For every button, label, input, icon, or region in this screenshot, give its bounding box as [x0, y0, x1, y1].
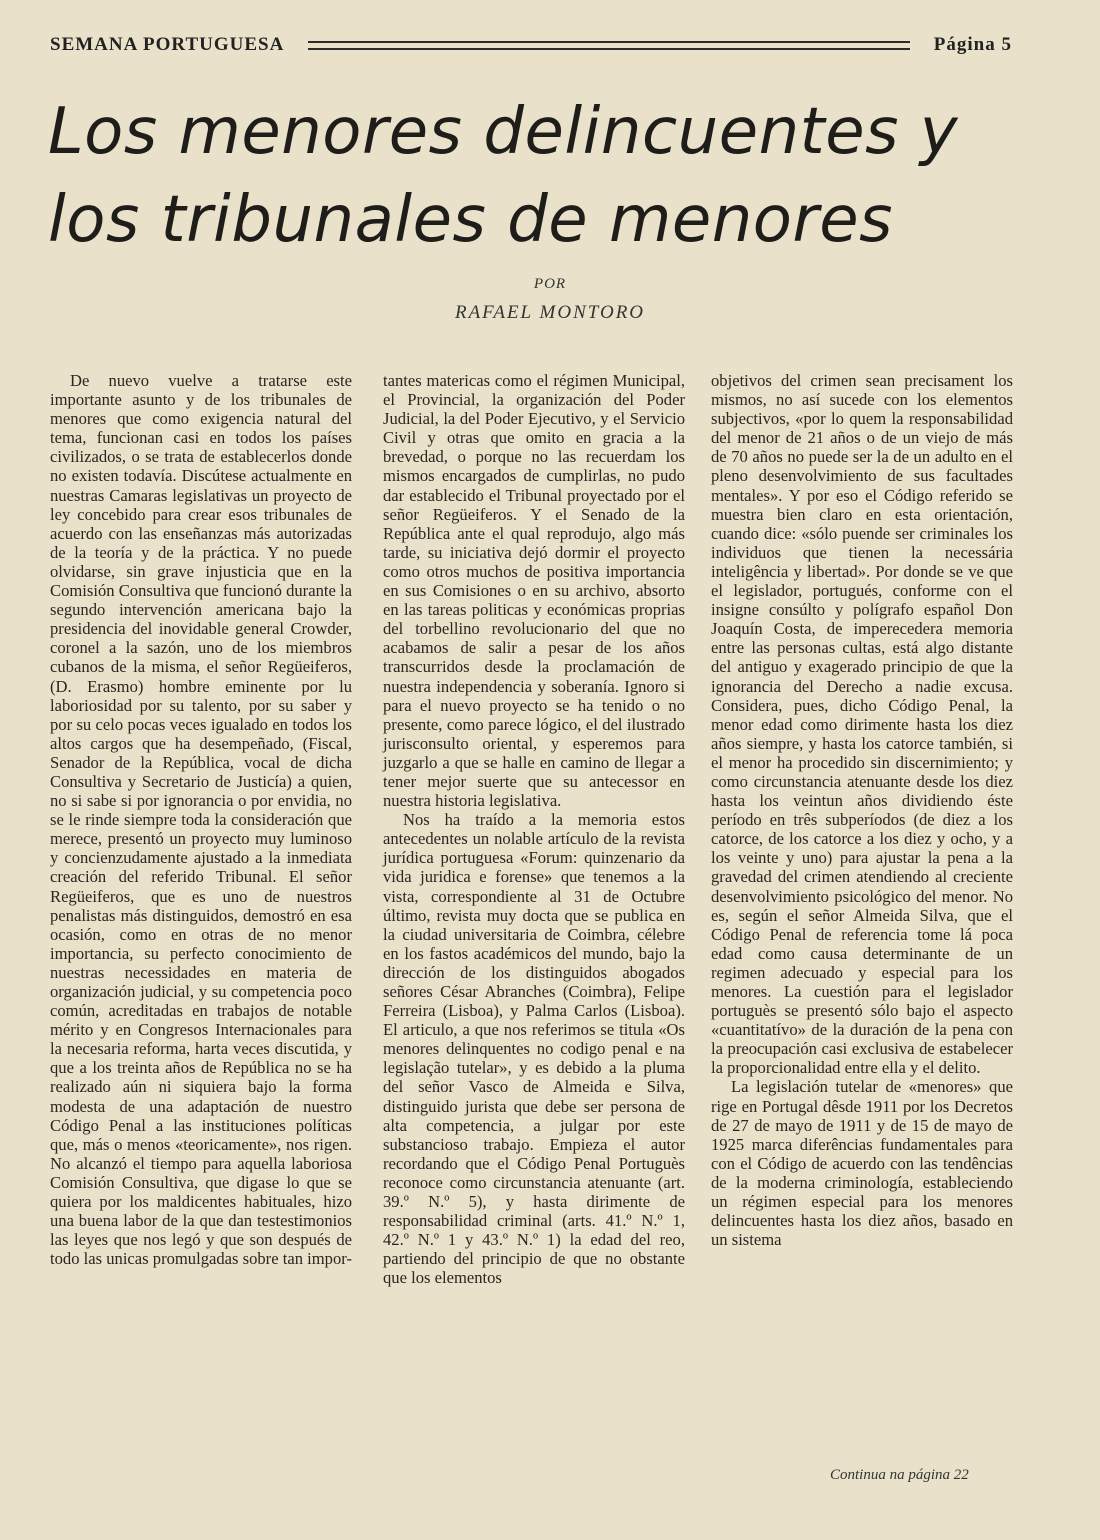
paragraph: Nos ha traído a la memoria estos antecedentes un nolable artículo de la revista jurídica portuguesa «Forum: quinzenario da vida juridica e forense» que tenemos a la vista, correspondiente al 31 de Octubre último, revista muy docta que se publica en la ciudad universitaria de Coimbra, célebre en los fastos académicos del mundo, bajo la dirección de los distinguidos abogados señores César Abranches (Coimbra), Felipe Ferreira (Lisboa), y Palma Carlos (Lisboa). El articulo, a que nos referimos se titula «Os menores delinquentes no codigo penal e na legislação tutelar», y es debido a la pluma del señor Vasco de Almeida e Silva, distinguido jurista que debe ser persona de alta competencia, a julgar por este substancioso trabajo. Empieza el autor recordando que el Código Penal Portuguès reconoce como circunstancia atenuante (art. 39.º N.º 5), y hasta dirimente de responsabilidad criminal (arts. 41.º N.º 1, 42.º N.º 1 y 43.º N.º 1) la edad del reo, partiendo del principio de que no obstante que los elementos — [383, 810, 685, 1288]
article-title — [48, 88, 1038, 264]
page-header — [50, 33, 1012, 57]
article-title-line1: Los menores delincuentes y — [48, 95, 959, 169]
column-2 — [383, 371, 685, 1288]
paragraph: objetivos del crimen sean precisament los mismos, no así sucede con los elementos subjectivos, «por lo quem la responsabilidad del menor de 21 años o de un viejo de más de 70 años no puede ser la de un adulto en el pleno desenvolvimiento de sus facultades mentales». Y por eso el Código referido se muestra bien claro en esta orientación, cuando dice: «sólo puende ser criminales los individuos que tienen la necessária inteligência y libertad». Por donde se ve que el legislador, portugués, conforme con el insigne consúlto y polígrafo español Don Joaquín Costa, de imperecedera memoria entre las personas cultas, está algo distante del antiguo y exagerado principio de que la ignorancia del Derecho a nadie excusa. Considera, pues, dicho Código Penal, la menor edad como dirimente hasta los diez años siempre, y hasta los catorce también, si el menor ha procedido sin discernimiento; y como circunstancia atenuante desde los diez hasta los veintun años dividiendo éste período en três subperíodos (de diez a los catorce, de los catorce a los diez y ocho, y a los veinte y uno) para ajustar la pena a la gravedad del crimen atendiendo al creciente desenvolvimiento psicológico del menor. No es, según el señor Almeida Silva, que el Código Penal de referencia tome lá poca edad como causa determinante de un regimen adecuado y especial para los menores. La cuestión para el legislador portuguès se presentó sólo bajo el aspecto «cuantitatívo» de la duración de la pena con la preocupación casi exclusiva de estabelecer la proporcionalidad entre ella y el delito. — [711, 371, 1013, 1078]
paragraph: La legislación tutelar de «menores» que rige en Portugal dêsde 1911 por los Decretos de 27 de mayo de 1911 y de 15 de mayo de 1925 marca diferências fundamentales para con el Código de acuerdo con las tendências de la moderna criminología, estableciendo un régimen especial para los menores delincuentes hasta los diez años, basado en un sistema — [711, 1077, 1013, 1250]
header-rule — [308, 41, 909, 50]
byline-por: POR — [533, 276, 567, 292]
column-1 — [50, 371, 352, 1268]
continued-note: Continua na página 22 — [830, 1467, 969, 1483]
article-title-line2: los tribunales de menores — [48, 183, 893, 257]
column-3 — [711, 371, 1013, 1249]
byline-author: RAFAEL MONTORO — [454, 302, 646, 323]
paragraph: tantes matericas como el régimen Municipal, el Provincial, la organización del Poder Judicial, la del Poder Ejecutivo, y el Servicio Civil y otras que omito en gracia a la brevedad, o porque no las recuerdam los mismos encargados de cumplirlas, no pudo dar establecido el Tribunal proyectado por el señor Regüeiferos. Y el Senado de la República ante el qual reprodujo, algo más tarde, su iniciativa dejó dormir el proyecto como otros muchos de positiva importancia en sus Comisiones o en su archivo, absorto en las tareas politicas y económicas proprias del torbellino revolucionario del que no acabamos de salir a pesar de los años transcurridos desde la proclamación de nuestra independencia y soberanía. Ignoro si para el nuevo proyecto se ha tenido o no presente, como parece lógico, el del ilustrado jurisconsulto oriental, y esperemos para juzgarlo a que se halle en camino de llegar a tener mejor suerte que su antecessor en nuestra historia legislativa. — [383, 371, 685, 811]
paragraph: De nuevo vuelve a tratarse este importante asunto y de los tribunales de menores que como exigencia natural del tema, funcionan casi en todos los países civilizados, o se trata de establecerlos donde no existen todavía. Discútese actualmente en nuestras Camaras legislativas un proyecto de ley concebido para crear esos tribunales de acuerdo con las enseñanzas más autorizadas de la teoría y de la práctica. Y no puede olvidarse, sin grave injusticia que en la Comisión Consultiva que funcionó durante la segundo intervención americana bajo la presidencia del inovidable general Crowder, coronel a la sazón, uno de los miembros cubanos de la misma, el señor Regüeiferos, (D. Erasmo) hombre eminente por lu laboriosidad por su talento, por su saber y por su celo pocas veces igualado en todos los altos cargos que ha desempeñado, (Fiscal, Senador de la República, vocal de dicha Consultiva y Secretario de Justicía) a quien, no si sabe si por ignorancia o por envidia, no se le rinde siempre toda la consideración que merece, presentó un proyecto muy luminoso y concienzudamente ajustado a la inmediata creación del referido Tribunal. El señor Regüeiferos, que es uno de nuestros penalistas más distinguidos, demostró en esa ocasión, como en otras de no menor importancia, su perfecto conocimiento de nuestras necessidades en materia de organización judicial, y su competencia poco común, acreditadas en trabajos de notable mérito y en Congresos Internacionales para la necesaria reforma, harta veces discutida, y que a los treinta años de República no se ha realizado aún ni siquiera bajo la forma modesta de una adaptación de nuestro Código Penal a las instituciones políticas que, más o menos «teoricamente», nos rigen. No alcanzó el tiempo para aquella laboriosa Comisión Consultiva, que digase lo que se quiera por los maldicentes habituales, hizo una buena labor de la que dan testestimonios las leyes que nos legó y que son después de todo las unicas promulgadas sobre tan impor- — [50, 371, 352, 1269]
page-number: Página 5 — [933, 34, 1012, 55]
publication-name: SEMANA PORTUGUESA — [50, 34, 285, 55]
